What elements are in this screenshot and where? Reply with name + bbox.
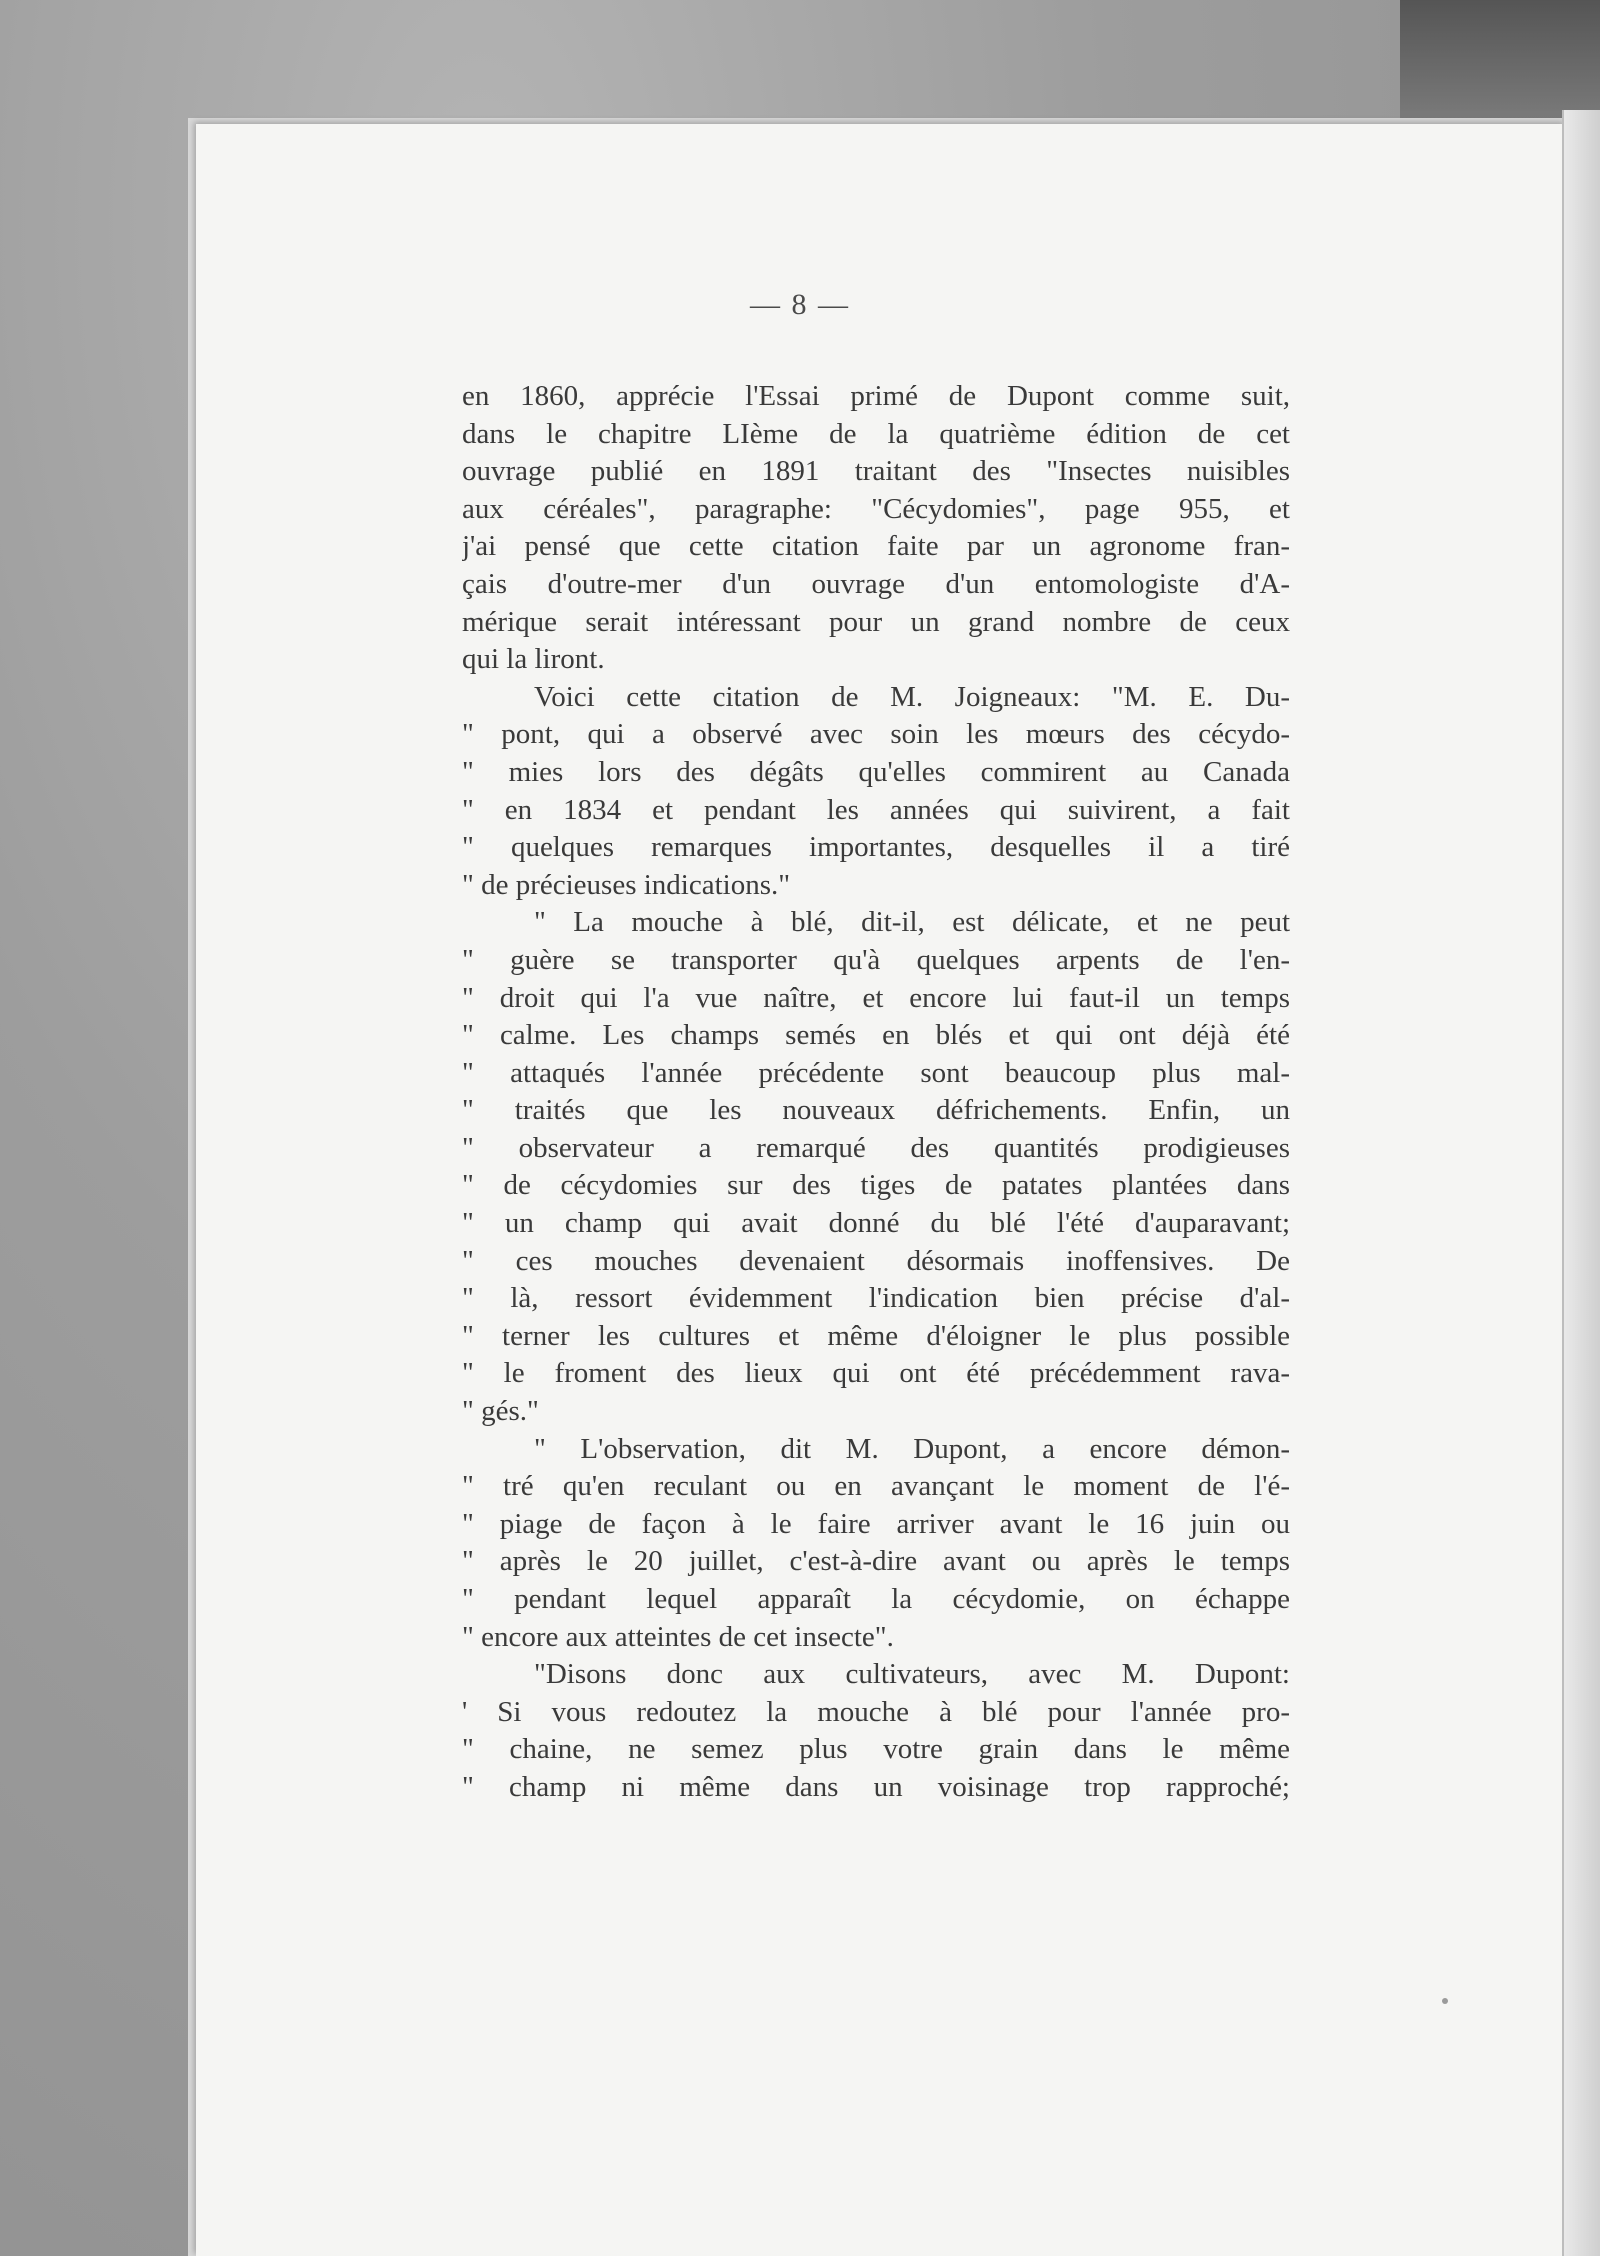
text-line: " calme. Les champs semés en blés et qui ont déjà été [462, 1019, 1290, 1052]
text-line: " le froment des lieux qui ont été précédemment rava- [462, 1357, 1290, 1390]
text-line: " L'observation, dit M. Dupont, a encore démon- [534, 1432, 1290, 1465]
text-line: " mies lors des dégâts qu'elles commirent au Canada [462, 755, 1290, 788]
text-line: " terner les cultures et même d'éloigner le plus possible [462, 1319, 1290, 1352]
text-line: " pont, qui a observé avec soin les mœurs des cécydo- [462, 718, 1290, 751]
text-line: ' Si vous redoutez la mouche à blé pour l'année pro- [462, 1695, 1290, 1728]
body-text [462, 378, 1290, 1807]
text-line: j'ai pensé que cette citation faite par un agronome fran- [462, 530, 1290, 563]
text-line: Voici cette citation de M. Joigneaux: "M. E. Du- [534, 680, 1290, 713]
page-number: — 8 — [750, 288, 850, 321]
text-line: " en 1834 et pendant les années qui suivirent, a fait [462, 793, 1290, 826]
text-line: ouvrage publié en 1891 traitant des "Insectes nuisibles [462, 455, 1290, 488]
text-line: " un champ qui avait donné du blé l'été d'auparavant; [462, 1207, 1290, 1240]
text-line: çais d'outre-mer d'un ouvrage d'un entomologiste d'A- [462, 567, 1290, 600]
text-line: " champ ni même dans un voisinage trop rapproché; [462, 1770, 1290, 1803]
text-line: " piage de façon à le faire arriver avant le 16 juin ou [462, 1507, 1290, 1540]
text-line: " chaine, ne semez plus votre grain dans le même [462, 1733, 1290, 1766]
text-line: " de précieuses indications." [462, 868, 791, 901]
text-line: " tré qu'en reculant ou en avançant le moment de l'é- [462, 1470, 1290, 1503]
text-line: dans le chapitre LIème de la quatrième édition de cet [462, 417, 1290, 450]
page-edge [1562, 110, 1600, 2256]
text-line: " pendant lequel apparaît la cécydomie, on échappe [462, 1583, 1290, 1615]
book-spine [1400, 0, 1600, 120]
text-line: mérique serait intéressant pour un grand nombre de ceux [462, 605, 1290, 638]
text-line: " droit qui l'a vue naître, et encore lui faut-il un temps [462, 981, 1290, 1014]
text-line: " encore aux atteintes de cet insecte". [462, 1620, 894, 1653]
text-line: "Disons donc aux cultivateurs, avec M. Dupont: [534, 1658, 1290, 1691]
text-line: " traités que les nouveaux défrichements. Enfin, un [462, 1094, 1290, 1127]
text-line: " là, ressort évidemment l'indication bien précise d'al- [462, 1282, 1290, 1315]
text-line: qui la liront. [462, 643, 605, 676]
text-line: " gés." [462, 1395, 539, 1428]
text-line: " observateur a remarqué des quantités prodigieuses [462, 1131, 1290, 1164]
text-line: en 1860, apprécie l'Essai primé de Dupont comme suit, [462, 380, 1290, 412]
text-line: " ces mouches devenaient désormais inoffensives. De [462, 1244, 1290, 1277]
text-line: " attaqués l'année précédente sont beaucoup plus mal- [462, 1056, 1290, 1089]
text-line: " après le 20 juillet, c'est-à-dire avant ou après le temps [462, 1545, 1290, 1578]
text-line: " guère se transporter qu'à quelques arpents de l'en- [462, 943, 1290, 976]
text-line: " La mouche à blé, dit-il, est délicate, et ne peut [534, 906, 1290, 939]
text-line: " de cécydomies sur des tiges de patates plantées dans [462, 1169, 1290, 1202]
text-line: " quelques remarques importantes, desquelles il a tiré [462, 831, 1290, 864]
paper-speck [1442, 1998, 1448, 2004]
text-line: aux céréales", paragraphe: "Cécydomies", page 955, et [462, 492, 1290, 525]
